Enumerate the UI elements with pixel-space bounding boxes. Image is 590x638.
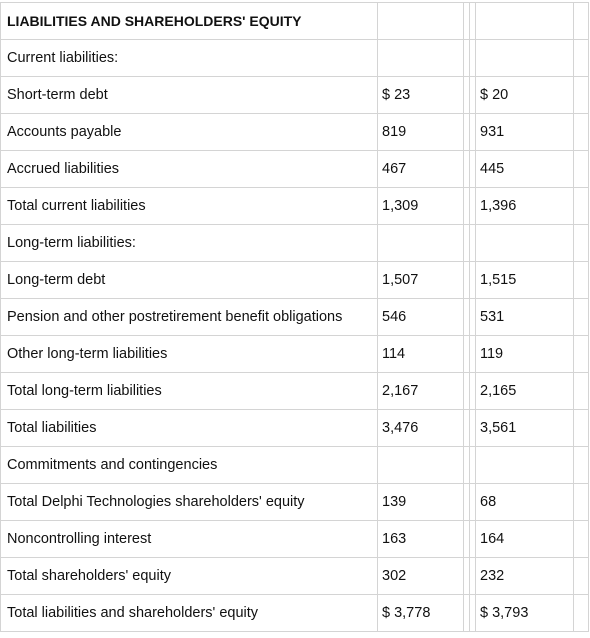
value-col-2	[476, 447, 574, 484]
row-label: Long-term debt	[1, 262, 378, 299]
gap-cell	[574, 188, 589, 225]
value-col-1: 3,476	[378, 410, 464, 447]
value-col-2: 119	[476, 336, 574, 373]
value-col-1	[378, 40, 464, 77]
gap-cell	[574, 410, 589, 447]
empty-cell	[378, 3, 464, 40]
gap-cell	[574, 373, 589, 410]
value-col-1: 546	[378, 299, 464, 336]
value-col-1: $ 3,778	[378, 595, 464, 632]
row-label: Other long-term liabilities	[1, 336, 378, 373]
gap-cell	[574, 262, 589, 299]
value-col-1: 2,167	[378, 373, 464, 410]
table-row	[1, 373, 589, 410]
table-row	[1, 262, 589, 299]
value-col-1: 114	[378, 336, 464, 373]
section-title: LIABILITIES AND SHAREHOLDERS' EQUITY	[1, 3, 378, 40]
row-label: Total liabilities	[1, 410, 378, 447]
table-row	[1, 447, 589, 484]
value-col-2	[476, 225, 574, 262]
row-label: Total long-term liabilities	[1, 373, 378, 410]
gap-cell	[574, 299, 589, 336]
gap-cell	[574, 595, 589, 632]
gap-cell	[574, 484, 589, 521]
table-row	[1, 151, 589, 188]
value-col-2: 232	[476, 558, 574, 595]
gap-cell	[574, 77, 589, 114]
table-body	[1, 3, 589, 632]
value-col-2: 68	[476, 484, 574, 521]
row-label: Accounts payable	[1, 114, 378, 151]
row-label: Accrued liabilities	[1, 151, 378, 188]
gap-cell	[574, 558, 589, 595]
table-row	[1, 188, 589, 225]
value-col-2: 3,561	[476, 410, 574, 447]
value-col-2: 2,165	[476, 373, 574, 410]
table-row	[1, 114, 589, 151]
gap-cell	[574, 114, 589, 151]
table-row	[1, 484, 589, 521]
table-row	[1, 225, 589, 262]
value-col-2: $ 3,793	[476, 595, 574, 632]
table-row	[1, 299, 589, 336]
row-label: Current liabilities:	[1, 40, 378, 77]
header-row	[1, 3, 589, 40]
value-col-1: 302	[378, 558, 464, 595]
gap-cell	[574, 40, 589, 77]
value-col-1	[378, 447, 464, 484]
table-row	[1, 521, 589, 558]
value-col-1: 139	[378, 484, 464, 521]
balance-sheet-table	[0, 2, 589, 632]
gap-cell	[574, 3, 589, 40]
table-row	[1, 336, 589, 373]
table-row	[1, 77, 589, 114]
value-col-1: 1,507	[378, 262, 464, 299]
table-row	[1, 595, 589, 632]
value-col-2	[476, 40, 574, 77]
value-col-2: 1,396	[476, 188, 574, 225]
value-col-2: 931	[476, 114, 574, 151]
value-col-2: $ 20	[476, 77, 574, 114]
value-col-1: 1,309	[378, 188, 464, 225]
gap-cell	[574, 151, 589, 188]
value-col-1: $ 23	[378, 77, 464, 114]
empty-cell	[476, 3, 574, 40]
value-col-2: 531	[476, 299, 574, 336]
table-row	[1, 410, 589, 447]
value-col-2: 445	[476, 151, 574, 188]
row-label: Total shareholders' equity	[1, 558, 378, 595]
row-label: Total current liabilities	[1, 188, 378, 225]
row-label: Noncontrolling interest	[1, 521, 378, 558]
row-label: Total Delphi Technologies shareholders' equity	[1, 484, 378, 521]
table-row	[1, 40, 589, 77]
row-label: Long-term liabilities:	[1, 225, 378, 262]
gap-cell	[574, 336, 589, 373]
value-col-1: 819	[378, 114, 464, 151]
value-col-2: 164	[476, 521, 574, 558]
value-col-2: 1,515	[476, 262, 574, 299]
row-label: Commitments and contingencies	[1, 447, 378, 484]
row-label: Total liabilities and shareholders' equity	[1, 595, 378, 632]
table-row	[1, 558, 589, 595]
value-col-1: 467	[378, 151, 464, 188]
gap-cell	[574, 225, 589, 262]
value-col-1: 163	[378, 521, 464, 558]
value-col-1	[378, 225, 464, 262]
row-label: Short-term debt	[1, 77, 378, 114]
gap-cell	[574, 521, 589, 558]
row-label: Pension and other postretirement benefit obligations	[1, 299, 378, 336]
gap-cell	[574, 447, 589, 484]
